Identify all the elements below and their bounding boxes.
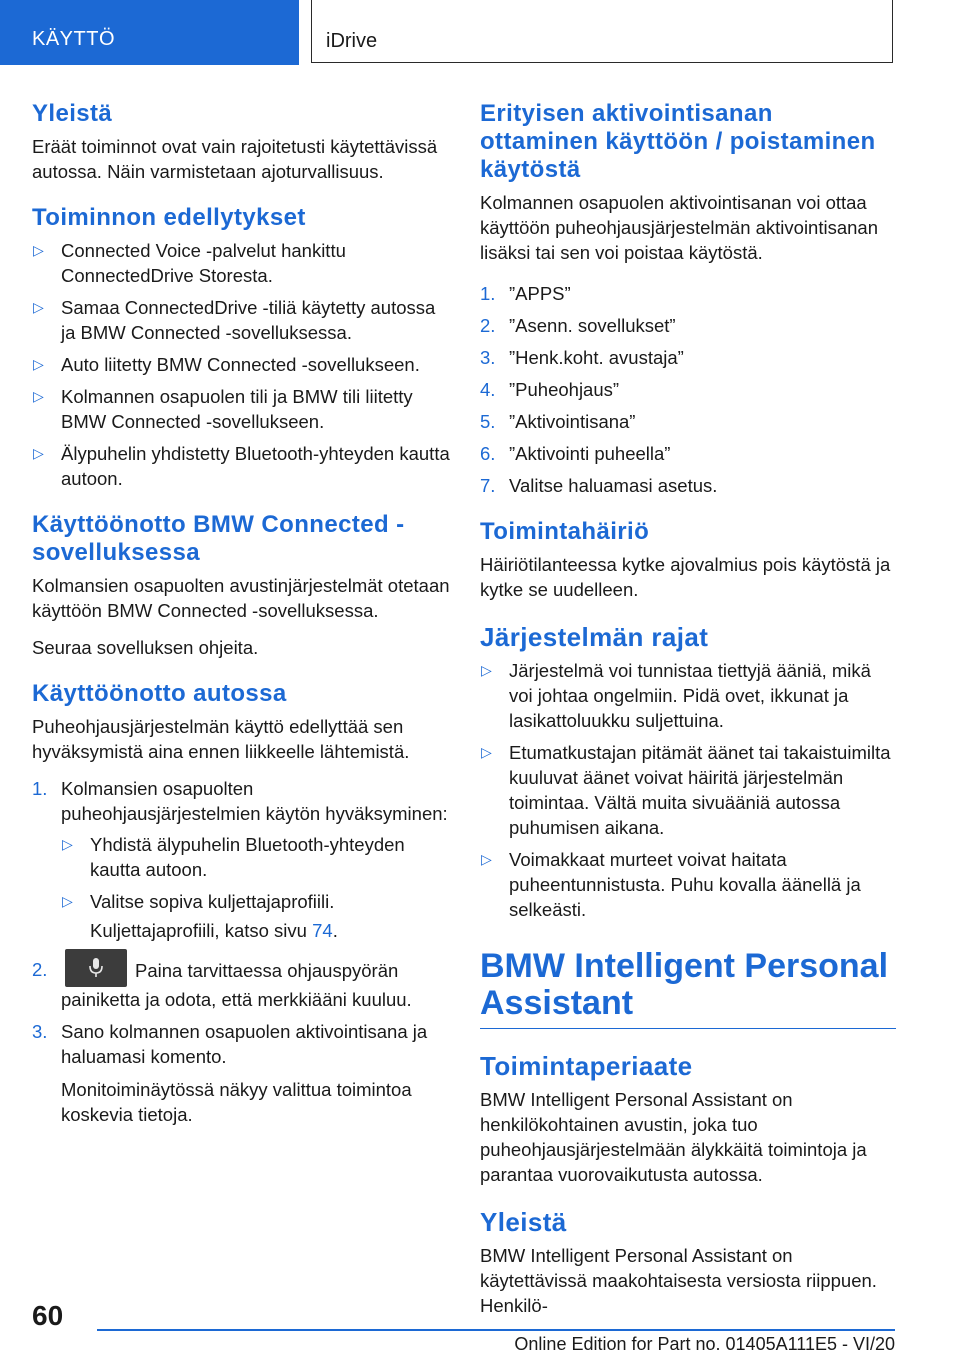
step-number: 1. [480, 283, 496, 304]
right-column [480, 100, 896, 1330]
header-section-tab [0, 0, 299, 65]
kayttoonotto-app-heading: Käyttöönotto BMW Connected -sovelluksessa [32, 511, 405, 566]
step-number: 2. [32, 959, 48, 980]
list-item: ▷ Kolmannen osapuolen tili ja BMW tili liitetty BMW Connected -sovellukseen. [32, 384, 452, 434]
step-item [32, 1019, 452, 1127]
sub-text: Valitse sopiva kuljettajaprofiili. [90, 891, 335, 912]
list-item [61, 889, 452, 943]
kayttoonotto-auto-text: Puheohjausjärjestelmän käyttö edellyttää sen hyväksymistä aina ennen liikkeelle lähtemistä. [32, 716, 410, 762]
step-item [480, 473, 896, 498]
hairio-heading: Toimintahäiriö [480, 518, 650, 545]
step-number: 2. [480, 315, 496, 336]
step-item [480, 281, 896, 306]
page-number: 60 [32, 1300, 64, 1331]
list-item: ▷ Samaa ConnectedDrive -tiliä käytetty autossa ja BMW Connected -sovelluksessa. [32, 295, 452, 345]
page-link[interactable]: 74 [312, 920, 333, 941]
sub-note [90, 918, 452, 943]
erityinen-heading: Erityisen aktivointisanan ottaminen käyttöön / poistaminen käytöstä [480, 100, 876, 183]
kayttoonotto-auto-heading: Käyttöönotto autossa [32, 680, 287, 707]
list-item: ▷ Järjestelmä voi tunnistaa tiettyjä ääniä, mikä voi johtaa ongelmiin. Pidä ovet, ikkunat ja lasikattoluukku suljettuina. [480, 658, 896, 733]
list-item: ▷ Yhdistä älypuhelin Bluetooth-yhteyden kautta autoon. [61, 832, 452, 882]
rajat-heading: Järjestelmän rajat [480, 622, 709, 652]
kayttoonotto-steps [32, 776, 452, 1127]
toimintaperiaate-text: BMW Intelligent Personal Assistant on henkilökohtainen avustin, joka tuo puheohjausjärjestelmään älykkäitä toimintoja ja parantaa vuorovaikutusta autossa. [480, 1089, 867, 1185]
step-number: 4. [480, 379, 496, 400]
step-item [480, 345, 896, 370]
yleista2-text: BMW Intelligent Personal Assistant on käytettävissä maakohtaisesta versiosta riippuen. Henkilö- [480, 1245, 877, 1316]
erityinen-text: Kolmannen osapuolen aktivointisanan voi ottaa käyttöön puheohjausjärjestelmän aktivointisanan lisäksi tai sen voi poistaa käytöstä. [480, 192, 879, 263]
header-chapter-box [311, 0, 893, 63]
step-item [480, 313, 896, 338]
step-text: Paina tarvittaessa ohjauspyörän painiketta ja odota, että merkkiääni kuuluu. [61, 959, 412, 1010]
step-text: ”Aktivointi puheella” [509, 443, 671, 464]
step-item [32, 957, 452, 1012]
toimintaperiaate-heading: Toimintaperiaate [480, 1051, 693, 1081]
step-text: ”Puheohjaus” [509, 379, 620, 400]
edellytykset-list [32, 238, 452, 491]
step-text: ”Aktivointisana” [509, 411, 636, 432]
rajat-list [480, 658, 896, 922]
kayttoonotto-app-text: Kolmansien osapuolten avustinjärjestelmät otetaan käyttöön BMW Connected -sovelluksessa. [32, 575, 450, 621]
step1-sublist [61, 832, 452, 943]
list-item: ▷ Auto liitetty BMW Connected -sovellukseen. [32, 352, 452, 377]
header-section-label: KÄYTTÖ [32, 28, 116, 50]
sub-note-period: . [332, 920, 338, 941]
step-text: ”Henk.koht. avustaja” [509, 347, 684, 368]
erityinen-steps [480, 281, 896, 498]
footer-edition: Online Edition for Part no. 01405A111E5 - VI/20 [514, 1334, 895, 1354]
step-item [480, 377, 896, 402]
yleista-heading: Yleistä [32, 100, 113, 127]
step-note: Monitoiminäytössä näkyy valittua toimintoa koskevia tietoja. [61, 1079, 412, 1125]
step-text: ”Asenn. sovellukset” [509, 315, 676, 336]
step-text: Valitse haluamasi asetus. [509, 475, 718, 496]
step-number: 1. [32, 778, 48, 799]
step-number: 5. [480, 411, 496, 432]
step-item [480, 441, 896, 466]
step-number: 3. [480, 347, 496, 368]
edellytykset-heading: Toiminnon edellytykset [32, 204, 306, 231]
step-text: Kolmansien osapuolten puheohjausjärjestelmien käytön hyväksyminen: [61, 778, 448, 824]
step-text: ”APPS” [509, 283, 571, 304]
step-number: 7. [480, 475, 496, 496]
header-chapter-label: iDrive [326, 30, 378, 52]
bmw-assistant-heading: BMW Intelligent Personal Assistant [480, 948, 896, 1029]
list-item: ▷ Connected Voice -palvelut hankittu ConnectedDrive Storesta. [32, 238, 452, 288]
left-column [32, 100, 452, 1141]
step-item [480, 409, 896, 434]
voice-button-image [65, 949, 127, 987]
list-item: ▷ Etumatkustajan pitämät äänet tai takaistuimilta kuuluvat äänet voivat häiritä järjestelmän toimintaa. Vältä muita sivuääniä autossa puhumisen aikana. [480, 740, 896, 840]
kayttoonotto-app-note: Seuraa sovelluksen ohjeita. [32, 637, 259, 658]
step-number: 6. [480, 443, 496, 464]
footer-divider [97, 1329, 895, 1331]
hairio-text: Häiriötilanteessa kytke ajovalmius pois käytöstä ja kytke se uudelleen. [480, 554, 891, 600]
step-number: 3. [32, 1021, 48, 1042]
step-item [32, 776, 452, 943]
list-item: ▷ Älypuhelin yhdistetty Bluetooth-yhteyden kautta autoon. [32, 441, 452, 491]
yleista2-heading: Yleistä [480, 1207, 567, 1237]
microphone-icon [87, 957, 105, 979]
yleista-text: Eräät toiminnot ovat vain rajoitetusti käytettävissä autossa. Näin varmistetaan ajoturvallisuus. [32, 136, 438, 182]
step-text: Sano kolmannen osapuolen aktivointisana ja haluamasi komento. [61, 1021, 428, 1067]
sub-note-text: Kuljettajaprofiili, katso sivu [90, 920, 307, 941]
list-item: ▷ Voimakkaat murteet voivat haitata puheentunnistusta. Puhu kovalla äänellä ja selkeästi. [480, 847, 896, 922]
